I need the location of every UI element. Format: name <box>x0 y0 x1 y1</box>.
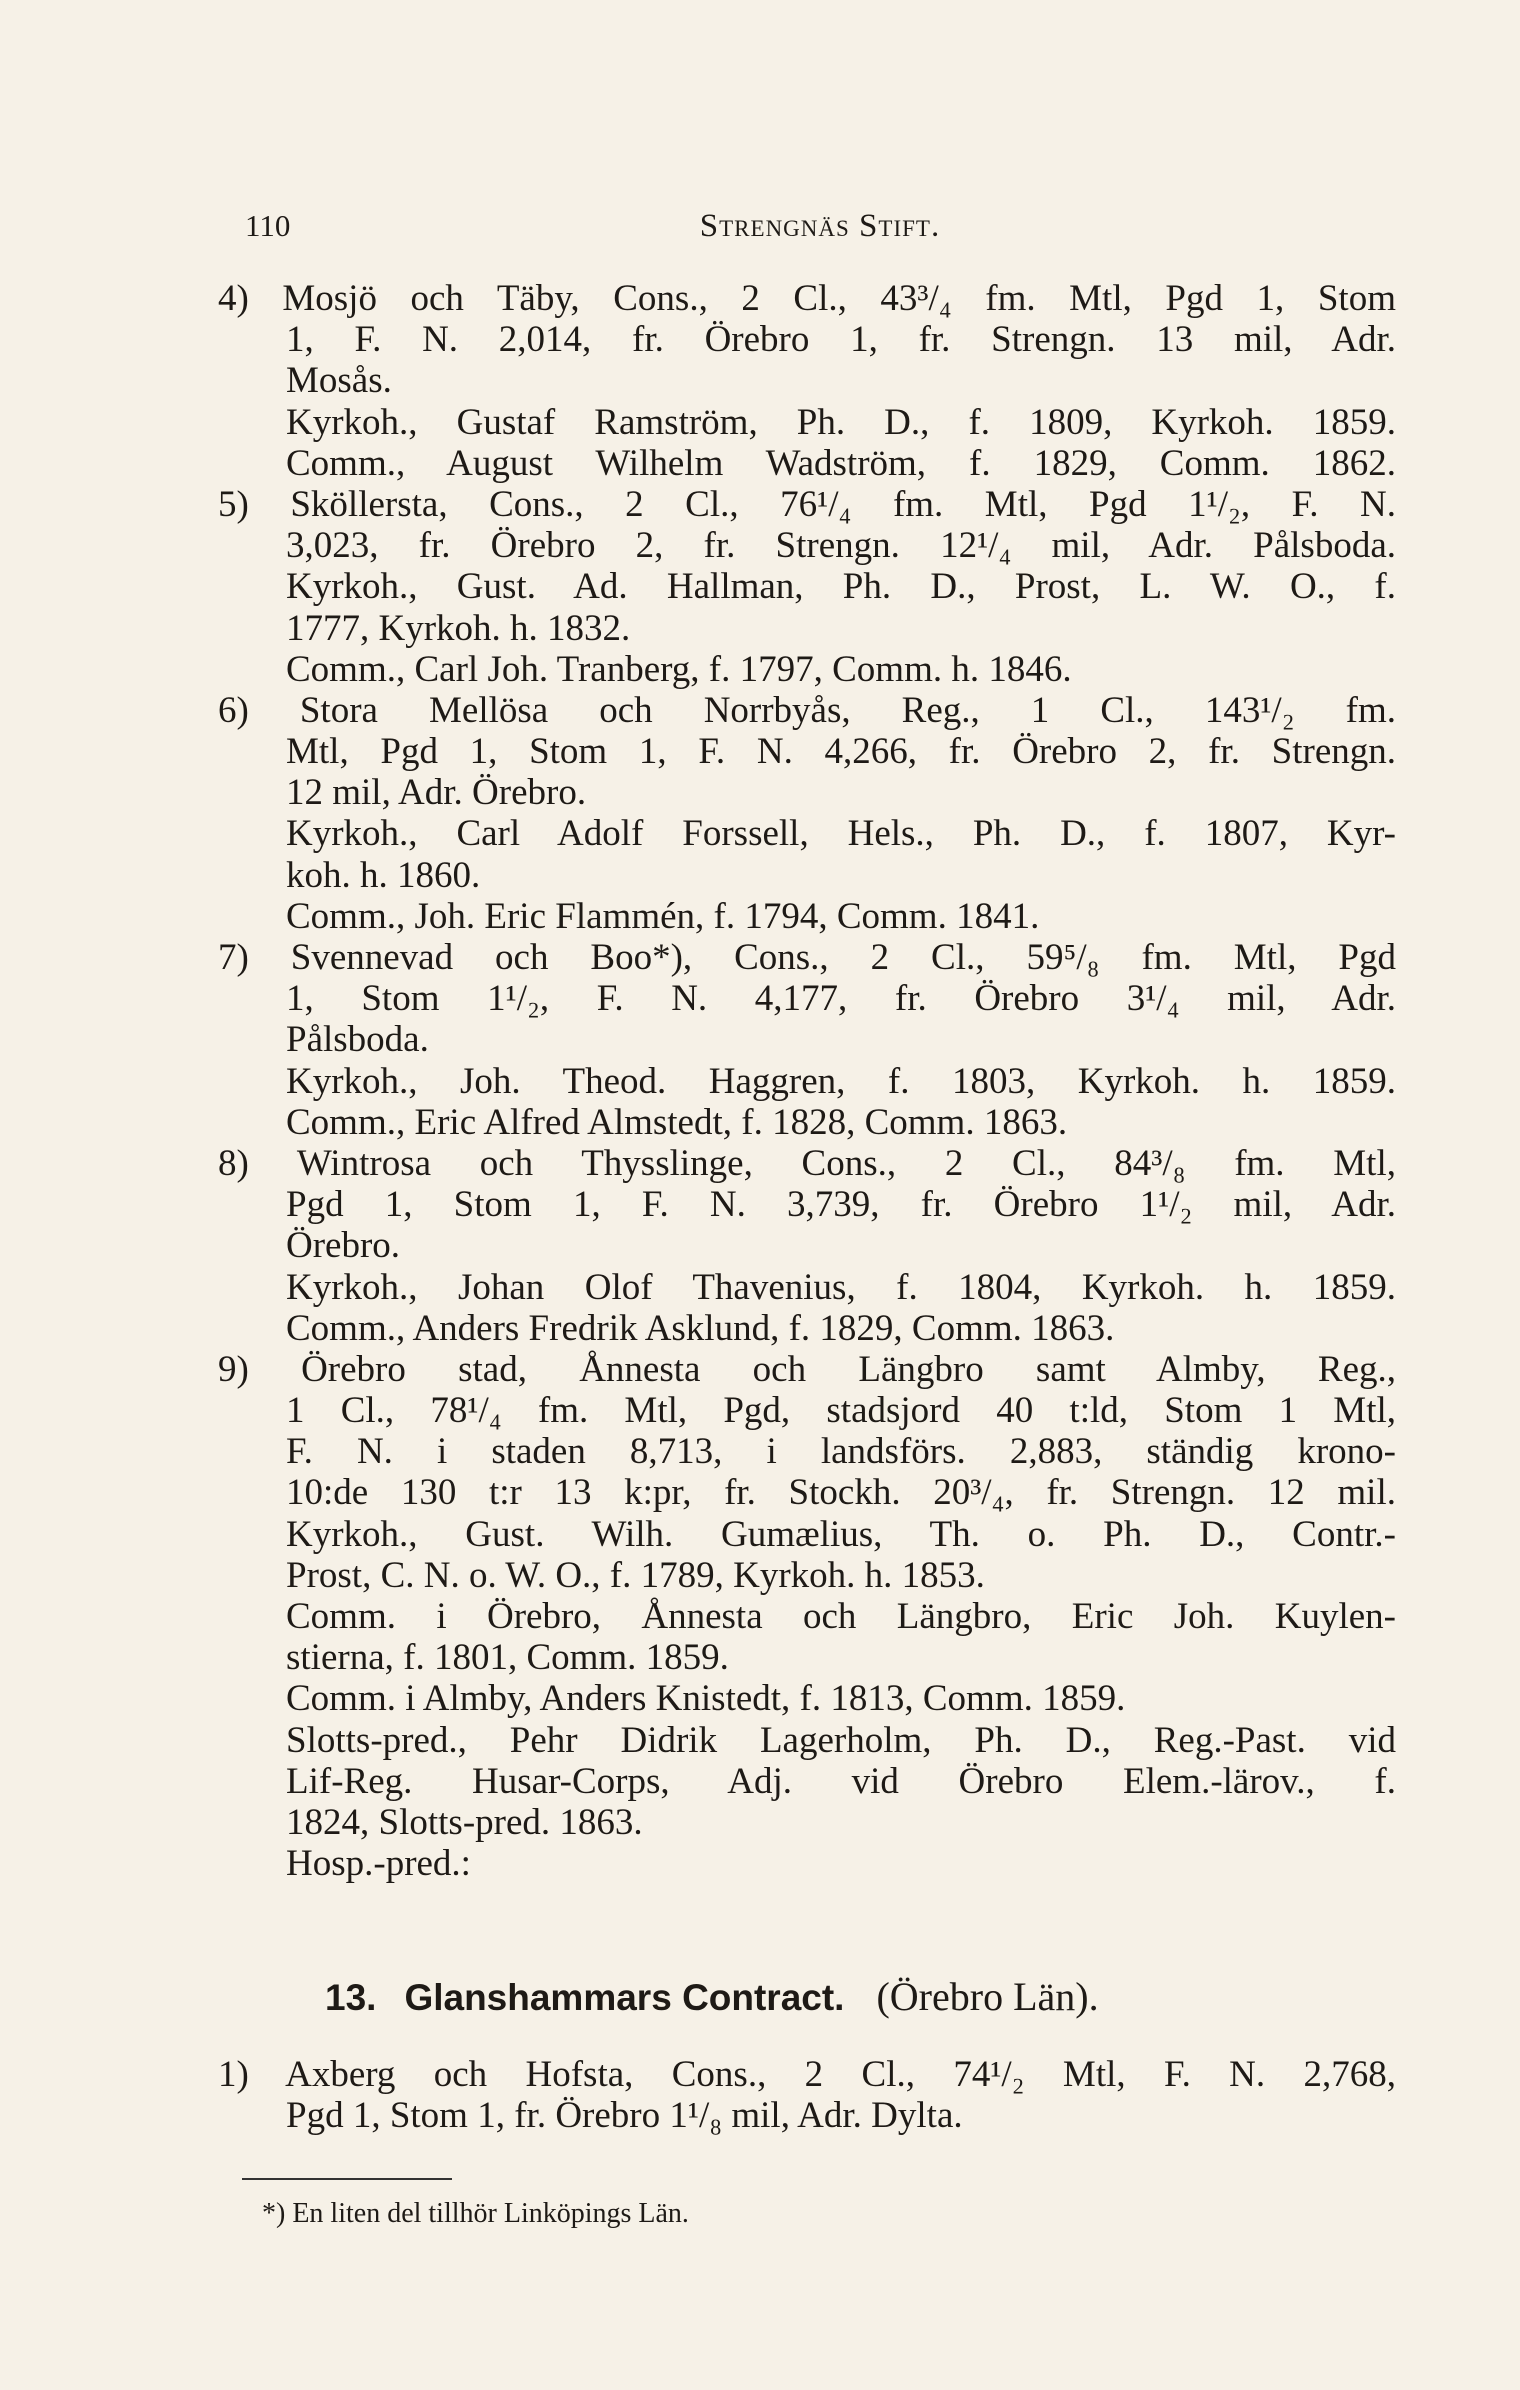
text-line: Mosås. <box>286 360 392 402</box>
text-line: 1777, Kyrkoh. h. 1832. <box>286 607 631 649</box>
text-line: Örebro. <box>286 1225 401 1267</box>
section-title: Glanshammars Contract. <box>404 1977 845 2018</box>
text-line: 1, F. N. 2,014, fr. Örebro 1, fr. Strengn. 13 mil, Adr. <box>286 319 1396 361</box>
text-line: Comm., Anders Fredrik Asklund, f. 1829, Comm. 1863. <box>286 1307 1115 1349</box>
text-line: Kyrkoh., Gust. Wilh. Gumælius, Th. o. Ph. D., Contr.- <box>286 1513 1396 1555</box>
text-line: 7) Svennevad och Boo*), Cons., 2 Cl., 59⁵/₈ fm. Mtl, Pgd <box>218 937 1396 978</box>
text-line: 4) Mosjö och Täby, Cons., 2 Cl., 43³/₄ fm. Mtl, Pgd 1, Stom <box>218 278 1396 319</box>
text-line: Comm., Joh. Eric Flammén, f. 1794, Comm. 1841. <box>286 895 1040 937</box>
text-line: Comm., August Wilhelm Wadström, f. 1829, Comm. 1862. <box>286 442 1396 484</box>
text-line: Kyrkoh., Gustaf Ramström, Ph. D., f. 1809, Kyrkoh. 1859. <box>286 401 1396 443</box>
text-line: 6) Stora Mellösa och Norrbyås, Reg., 1 Cl., 143¹/₂ fm. <box>218 689 1396 731</box>
text-line: 9) Örebro stad, Ånnesta och Längbro samt Almby, Reg., <box>218 1348 1396 1390</box>
text-line: Kyrkoh., Carl Adolf Forssell, Hels., Ph. D., f. 1807, Kyr- <box>286 813 1396 855</box>
footnote: *) En liten del tillhör Linköpings Län. <box>262 2198 689 2229</box>
text-line: 1, Stom 1¹/₂, F. N. 4,177, fr. Örebro 3¹/₄ mil, Adr. <box>286 978 1396 1020</box>
text-line: stierna, f. 1801, Comm. 1859. <box>286 1637 729 1679</box>
text-line: Mtl, Pgd 1, Stom 1, F. N. 4,266, fr. Örebro 2, fr. Strengn. <box>286 731 1396 773</box>
text-line: Pgd 1, Stom 1, fr. Örebro 1¹/₈ mil, Adr. Dylta. <box>286 2095 963 2137</box>
contract-parish-list <box>218 2054 1396 2136</box>
running-head: Strengnäs Stift. <box>699 208 941 244</box>
section-number: 13. <box>325 1977 377 2018</box>
text-line: 1) Axberg och Hofsta, Cons., 2 Cl., 74¹/₂ Mtl, F. N. 2,768, <box>218 2054 1396 2095</box>
text-line: Comm. i Almby, Anders Knistedt, f. 1813, Comm. 1859. <box>286 1678 1126 1720</box>
text-line: Prost, C. N. o. W. O., f. 1789, Kyrkoh. h. 1853. <box>286 1554 985 1596</box>
text-line: 3,023, fr. Örebro 2, fr. Strengn. 12¹/₄ mil, Adr. Pålsboda. <box>286 525 1396 567</box>
page-header <box>245 208 1395 252</box>
text-line: Slotts-pred., Pehr Didrik Lagerholm, Ph. D., Reg.-Past. vid <box>286 1719 1396 1761</box>
footnote-rule <box>242 2178 452 2180</box>
text-line: Hosp.-pred.: <box>286 1843 471 1885</box>
text-line: Comm., Carl Joh. Tranberg, f. 1797, Comm. h. 1846. <box>286 648 1072 690</box>
text-line: Kyrkoh., Gust. Ad. Hallman, Ph. D., Prost, L. W. O., f. <box>286 566 1396 608</box>
text-line: Kyrkoh., Joh. Theod. Haggren, f. 1803, Kyrkoh. h. 1859. <box>286 1060 1396 1102</box>
parish-list <box>218 278 1396 1884</box>
text-line: 10:de 130 t:r 13 k:pr, fr. Stockh. 20³/₄, fr. Strengn. 12 mil. <box>286 1472 1396 1514</box>
text-line: Comm. i Örebro, Ånnesta och Längbro, Eric Joh. Kuylen- <box>286 1596 1396 1637</box>
text-line: Pgd 1, Stom 1, F. N. 3,739, fr. Örebro 1¹/₂ mil, Adr. <box>286 1184 1396 1226</box>
section-heading <box>325 1973 1385 2020</box>
text-line: Pålsboda. <box>286 1019 429 1061</box>
page-number: 110 <box>245 208 291 243</box>
text-line: 1824, Slotts-pred. 1863. <box>286 1801 643 1843</box>
text-line: 8) Wintrosa och Thysslinge, Cons., 2 Cl., 84³/₈ fm. Mtl, <box>218 1142 1396 1184</box>
text-line: 1 Cl., 78¹/₄ fm. Mtl, Pgd, stadsjord 40 t:ld, Stom 1 Mtl, <box>286 1390 1396 1432</box>
text-line: Comm., Eric Alfred Almstedt, f. 1828, Comm. 1863. <box>286 1101 1068 1143</box>
text-line: Kyrkoh., Johan Olof Thavenius, f. 1804, Kyrkoh. h. 1859. <box>286 1266 1396 1308</box>
text-line: 12 mil, Adr. Örebro. <box>286 772 587 814</box>
text-line: Lif-Reg. Husar-Corps, Adj. vid Örebro Elem.-lärov., f. <box>286 1760 1396 1802</box>
text-line: F. N. i staden 8,713, i landsförs. 2,883, ständig krono- <box>286 1431 1396 1473</box>
text-line: koh. h. 1860. <box>286 854 481 896</box>
section-region: (Örebro Län). <box>876 1974 1099 2019</box>
text-line: 5) Sköllersta, Cons., 2 Cl., 76¹/₄ fm. Mtl, Pgd 1¹/₂, F. N. <box>218 483 1396 525</box>
